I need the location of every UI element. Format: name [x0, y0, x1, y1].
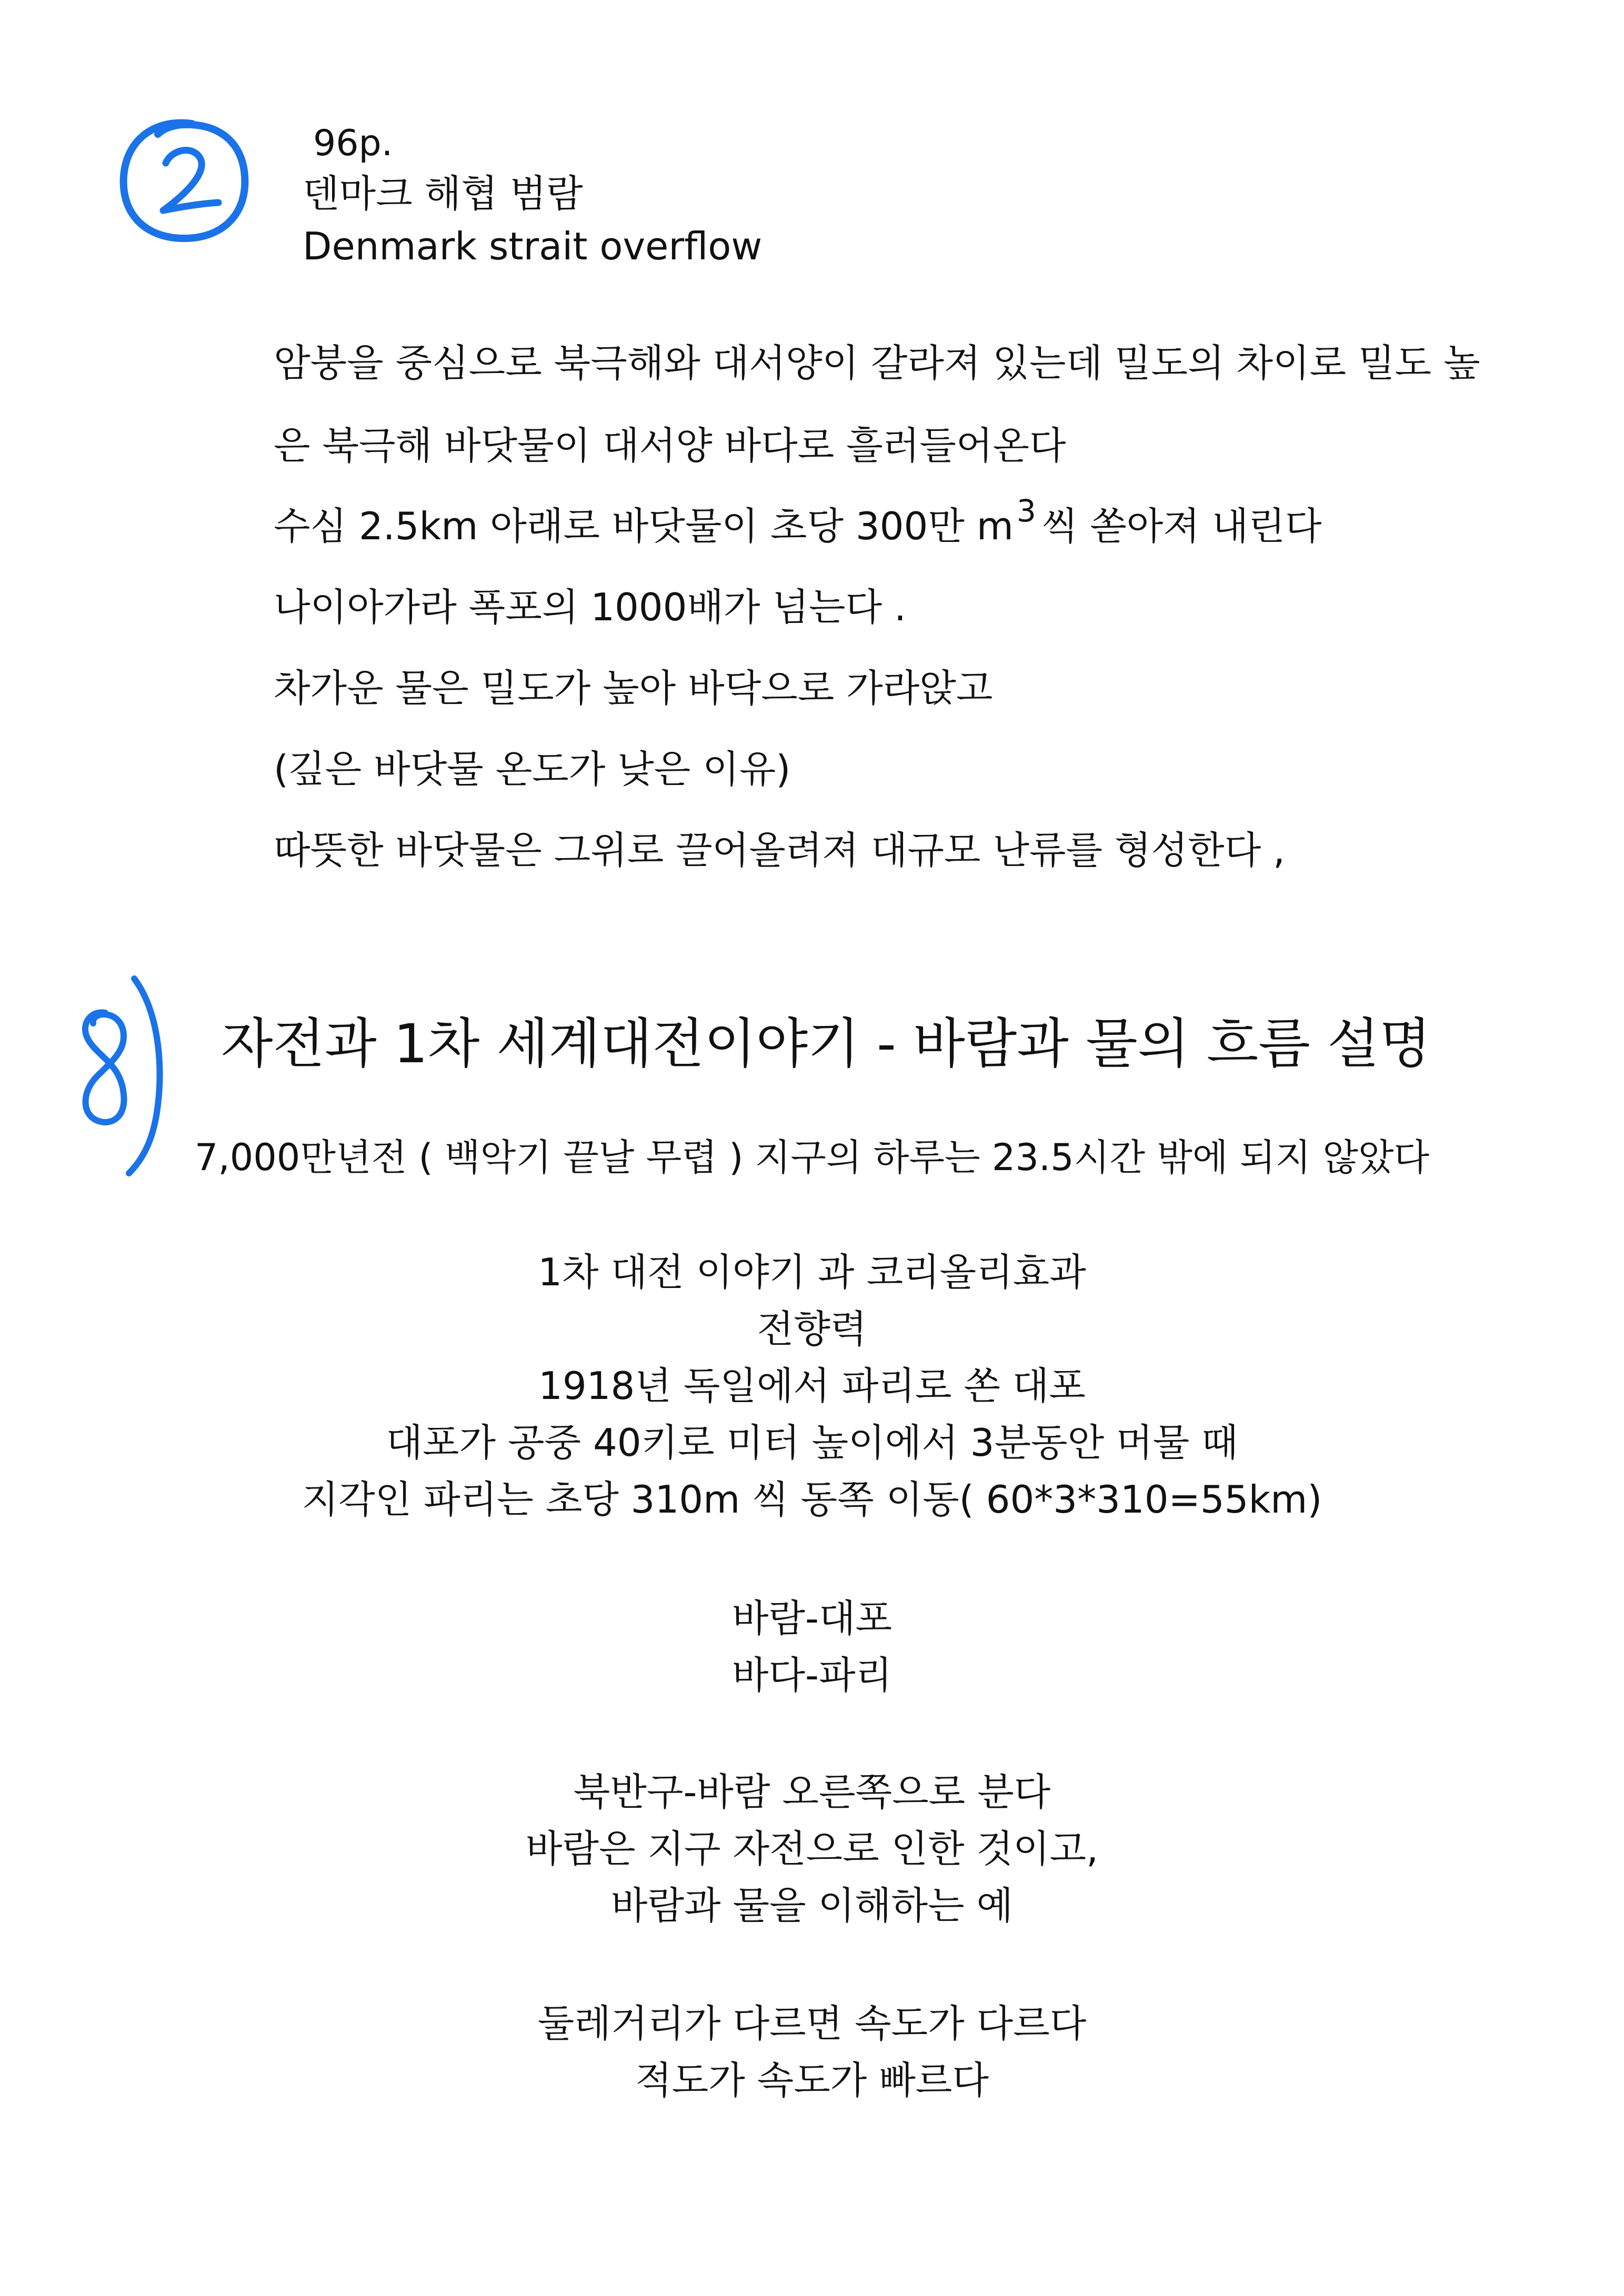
- block-line: 둘레거리가 다르면 속도가 다르다: [537, 2001, 1087, 2046]
- line3-text-after: 씩 쏟아져 내린다: [1041, 504, 1322, 548]
- block-line: 바람과 물을 이해하는 예: [610, 1884, 1014, 1928]
- section2-title: 자전과 1차 세계대전이야기 - 바람과 물의 흐름 설명: [221, 1013, 1431, 1075]
- analogy-block: [0, 1590, 1624, 1704]
- block-line: 대포가 공중 40키로 미터 높이에서 3분동안 머물 때: [386, 1421, 1238, 1465]
- section1-line: 암붕을 중심으로 북극해와 대서양이 갈라져 있는데 밀도의 차이로 밀도 높: [274, 341, 1480, 385]
- line3-text-before: 수심 2.5km 아래로 바닷물이 초당 300만 m: [274, 504, 1014, 548]
- section1-line-with-superscript: [274, 493, 1322, 555]
- block-line: 1918년 독일에서 파리로 쏜 대포: [538, 1364, 1086, 1408]
- block-line: 바람은 지구 자전으로 인한 것이고,: [525, 1827, 1099, 1871]
- section1-line: 나이아가라 폭포의 1000배가 넘는다 .: [274, 585, 906, 629]
- section2-subtitle: 7,000만년전 ( 백악기 끝날 무렵 ) 지구의 하루는 23.5시간 밖에 되지 않았다: [194, 1136, 1430, 1179]
- block-line: 적도가 속도가 빠르다: [635, 2058, 989, 2102]
- superscript-exponent: 3: [1016, 493, 1036, 529]
- block-line: 바다-파리: [731, 1653, 893, 1697]
- block-line: 지각인 파리는 초당 310m 씩 동쪽 이동( 60*3*310=55km): [302, 1477, 1322, 1522]
- page-reference: 96p.: [313, 123, 393, 164]
- coriolis-story-block: [0, 1244, 1624, 1528]
- section1-title-english: Denmark strait overflow: [303, 224, 763, 268]
- block-line: 1차 대전 이야기 과 코리올리효과: [538, 1250, 1086, 1294]
- handwritten-circled-2-icon: [113, 113, 255, 250]
- wind-direction-block: [0, 1764, 1624, 1934]
- block-line: 바람-대포: [731, 1596, 893, 1640]
- section1-line: 따뜻한 바닷물은 그위로 끌어올려져 대규모 난류를 형성한다 ,: [274, 828, 1285, 872]
- section1-line: 차가운 물은 밀도가 높아 바닥으로 가라앉고: [274, 666, 993, 710]
- section1-line: (깊은 바닷물 온도가 낮은 이유): [274, 747, 791, 791]
- section1-line: 은 북극해 바닷물이 대서양 바다로 흘러들어온다: [274, 424, 1066, 468]
- speed-block: [0, 1995, 1624, 2109]
- section1-title-korean: 덴마크 해협 범람: [303, 172, 583, 216]
- block-line: 북반구-바람 오른쪽으로 분다: [573, 1770, 1051, 1814]
- block-line: 전향력: [757, 1307, 867, 1351]
